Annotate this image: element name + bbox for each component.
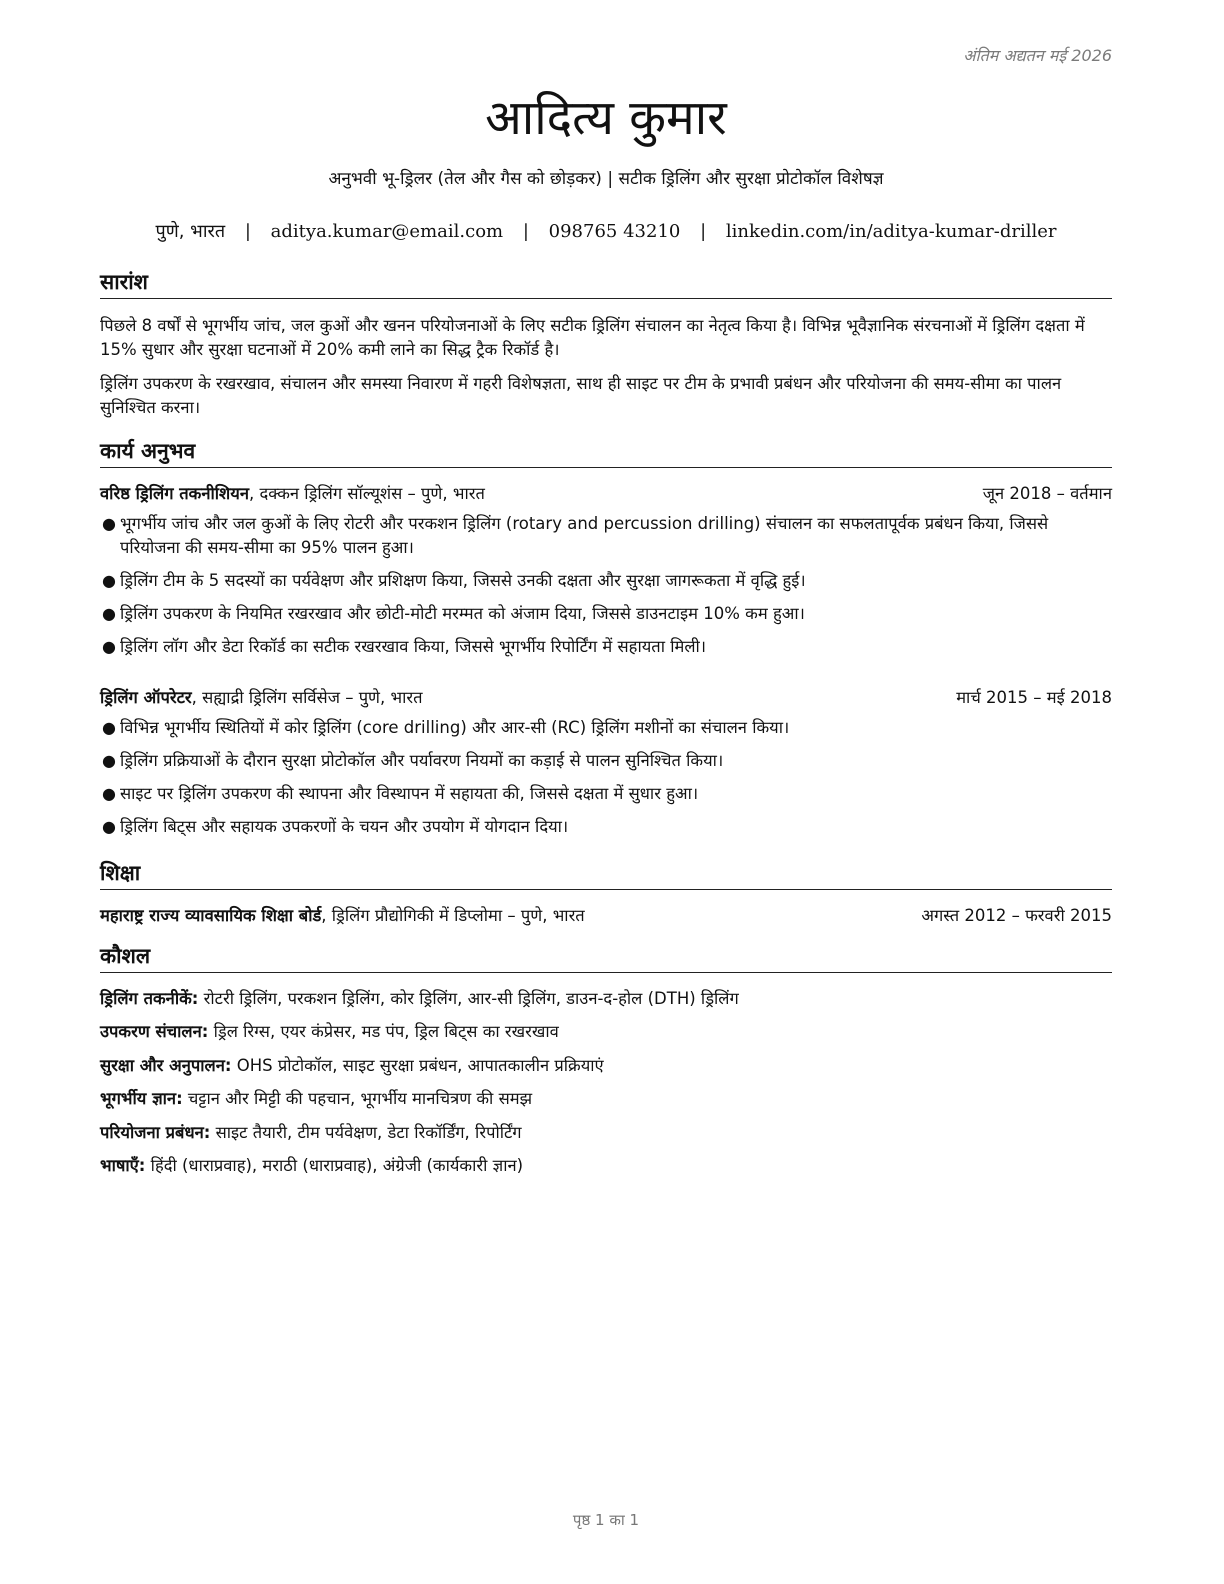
bullet-text: साइट पर ड्रिलिंग उपकरण की स्थापना और विस्थापन में सहायता की, जिससे दक्षता में सुधार हुआ। xyxy=(120,784,699,803)
contact-separator: | xyxy=(522,221,529,242)
skill-label: भाषाएँ: xyxy=(100,1156,146,1175)
job-dates: जून 2018 – वर्तमान xyxy=(982,484,1112,503)
last-updated-text: अंतिम अद्यतन मई 2026 xyxy=(963,46,1112,65)
skill-label: भूगर्भीय ज्ञान: xyxy=(100,1089,183,1108)
summary-paragraph: पिछले 8 वर्षों से भूगर्भीय जांच, जल कुओं और खनन परियोजनाओं के लिए सटीक ड्रिलिंग संचालन का नेतृत्व किया है। विभिन्न भूवैज्ञानिक संरचनाओं में ड्रिलिंग दक्षता में 15% सुधार और सुरक्षा घटनाओं में 20% कमी लाने का सिद्ध ट्रैक रिकॉर्ड है। xyxy=(100,316,1085,359)
candidate-tagline: अनुभवी भू-ड्रिलर (तेल और गैस को छोड़कर) | सटीक ड्रिलिंग और सुरक्षा प्रोटोकॉल विशेषज्ञ xyxy=(328,169,884,189)
skill-value: रोटरी ड्रिलिंग, परकशन ड्रिलिंग, कोर ड्रिलिंग, आर-सी ड्रिलिंग, डाउन-द-होल (DTH) ड्रिलिंग xyxy=(198,989,739,1008)
list-item xyxy=(100,716,1112,740)
contact-linkedin-link[interactable]: linkedin.com/in/aditya-kumar-driller xyxy=(725,221,1057,242)
job-role: वरिष्ठ ड्रिलिंग तकनीशियन xyxy=(100,484,249,503)
skill-line xyxy=(100,987,1112,1011)
candidate-name: आदित्य कुमार xyxy=(485,90,727,146)
job-org: , सह्याद्री ड्रिलिंग सर्विसेज – पुणे, भारत xyxy=(191,688,423,707)
list-item xyxy=(100,512,1112,560)
education-detail: , ड्रिलिंग प्रौद्योगिकी में डिप्लोमा – पुणे, भारत xyxy=(321,906,585,925)
contact-separator: | xyxy=(700,221,707,242)
skill-line xyxy=(100,1020,1112,1044)
job-role: ड्रिलिंग ऑपरेटर xyxy=(100,688,192,707)
job-header xyxy=(100,482,1112,506)
bullet-icon: ● xyxy=(102,571,116,590)
bullet-icon: ● xyxy=(102,784,116,803)
skill-line xyxy=(100,1054,1112,1078)
skill-label: सुरक्षा और अनुपालन: xyxy=(100,1056,232,1075)
bullet-icon: ● xyxy=(102,514,116,533)
bullet-text: ड्रिलिंग बिट्स और सहायक उपकरणों के चयन और उपयोग में योगदान दिया। xyxy=(120,817,569,836)
education-entry xyxy=(100,904,1112,928)
skill-line xyxy=(100,1154,1112,1178)
list-item xyxy=(100,635,1112,659)
list-item xyxy=(100,749,1112,773)
contact-line xyxy=(100,219,1112,243)
section-title-skills: कौशल xyxy=(100,942,1112,973)
skill-value: ड्रिल रिग्स, एयर कंप्रेसर, मड पंप, ड्रिल बिट्स का रखरखाव xyxy=(208,1022,559,1041)
section-title-summary: सारांश xyxy=(100,268,1112,299)
job-org: , दक्कन ड्रिलिंग सॉल्यूशंस – पुणे, भारत xyxy=(248,484,485,503)
bullet-icon: ● xyxy=(102,718,116,737)
bullet-text: भूगर्भीय जांच और जल कुओं के लिए रोटरी और परकशन ड्रिलिंग (rotary and percussion drilling) संचालन का सफलतापूर्वक प्रबंधन किया, जिससे परियोजना की समय-सीमा का 95% पालन हुआ। xyxy=(120,514,1049,557)
summary-paragraph: ड्रिलिंग उपकरण के रखरखाव, संचालन और समस्या निवारण में गहरी विशेषज्ञता, साथ ही साइट पर टीम के प्रभावी प्रबंधन और परियोजना की समय-सीमा का पालन सुनिश्चित करना। xyxy=(100,374,1062,417)
contact-phone: 098765 43210 xyxy=(548,221,681,242)
contact-separator: | xyxy=(244,221,251,242)
bullet-text: ड्रिलिंग लॉग और डेटा रिकॉर्ड का सटीक रखरखाव किया, जिससे भूगर्भीय रिपोर्टिंग में सहायता मिली। xyxy=(120,637,707,656)
education-institution: महाराष्ट्र राज्य व्यावसायिक शिक्षा बोर्ड xyxy=(100,906,322,925)
page-number: पृष्ठ 1 का 1 xyxy=(572,1511,640,1529)
skill-line xyxy=(100,1121,1112,1145)
contact-email-link[interactable]: aditya.kumar@email.com xyxy=(270,221,504,242)
section-title-education: शिक्षा xyxy=(100,859,1112,890)
education-dates: अगस्त 2012 – फरवरी 2015 xyxy=(921,906,1112,925)
contact-location: पुणे, भारत xyxy=(155,221,226,242)
job-header xyxy=(100,686,1112,710)
list-item xyxy=(100,602,1112,626)
bullet-text: ड्रिलिंग प्रक्रियाओं के दौरान सुरक्षा प्रोटोकॉल और पर्यावरण नियमों का कड़ाई से पालन सुनिश्चित किया। xyxy=(120,751,724,770)
bullet-icon: ● xyxy=(102,637,116,656)
bullet-text: विभिन्न भूगर्भीय स्थितियों में कोर ड्रिलिंग (core drilling) और आर-सी (RC) ड्रिलिंग मशीनों का संचालन किया। xyxy=(120,718,790,737)
job-bullet-list xyxy=(100,512,1112,668)
bullet-icon: ● xyxy=(102,604,116,623)
skill-value: OHS प्रोटोकॉल, साइट सुरक्षा प्रबंधन, आपातकालीन प्रक्रियाएं xyxy=(231,1056,604,1075)
bullet-icon: ● xyxy=(102,817,116,836)
skill-value: साइट तैयारी, टीम पर्यवेक्षण, डेटा रिकॉर्डिंग, रिपोर्टिंग xyxy=(210,1123,522,1142)
skill-label: ड्रिलिंग तकनीकें: xyxy=(100,989,199,1008)
resume-page xyxy=(100,0,1112,1584)
list-item xyxy=(100,782,1112,806)
skill-label: परियोजना प्रबंधन: xyxy=(100,1123,211,1142)
job-dates: मार्च 2015 – मई 2018 xyxy=(956,688,1112,707)
skill-label: उपकरण संचालन: xyxy=(100,1022,209,1041)
skill-value: हिंदी (धाराप्रवाह), मराठी (धाराप्रवाह), अंग्रेजी (कार्यकारी ज्ञान) xyxy=(145,1156,524,1175)
bullet-text: ड्रिलिंग टीम के 5 सदस्यों का पर्यवेक्षण और प्रशिक्षण किया, जिससे उनकी दक्षता और सुरक्षा जागरूकता में वृद्धि हुई। xyxy=(120,571,806,590)
skill-value: चट्टान और मिट्टी की पहचान, भूगर्भीय मानचित्रण की समझ xyxy=(182,1089,533,1108)
bullet-icon: ● xyxy=(102,751,116,770)
section-title-experience: कार्य अनुभव xyxy=(100,437,1112,468)
job-bullet-list xyxy=(100,716,1112,848)
list-item xyxy=(100,815,1112,839)
skill-line xyxy=(100,1087,1112,1111)
list-item xyxy=(100,569,1112,593)
bullet-text: ड्रिलिंग उपकरण के नियमित रखरखाव और छोटी-मोटी मरम्मत को अंजाम दिया, जिससे डाउनटाइम 10% कम हुआ। xyxy=(120,604,805,623)
